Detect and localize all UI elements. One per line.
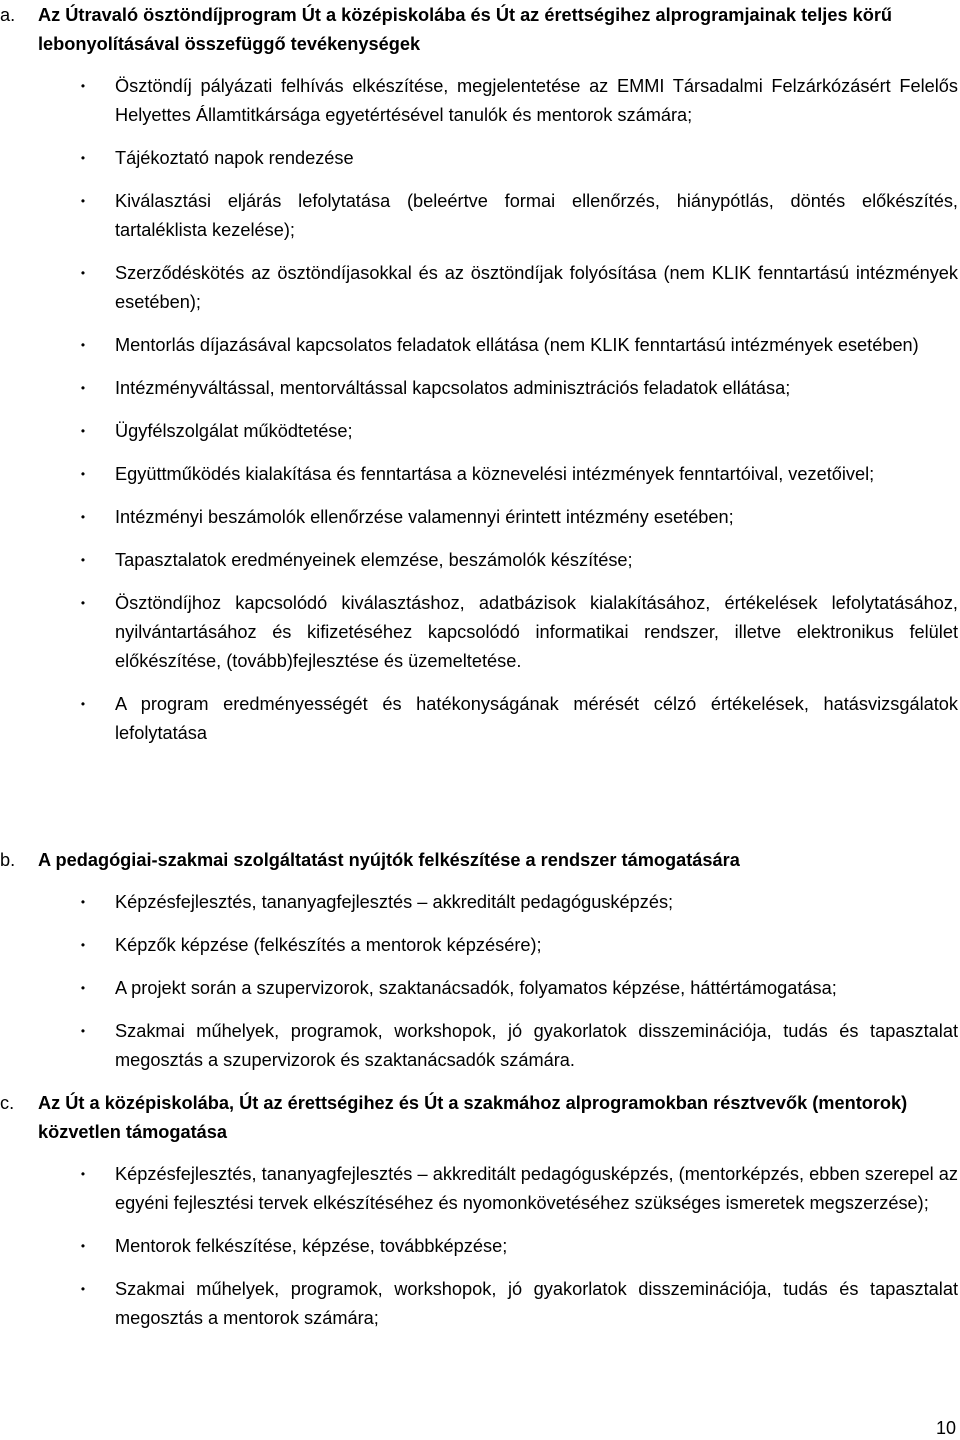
bullet-icon: • — [80, 1239, 86, 1253]
bullet-icon: • — [80, 895, 86, 909]
list-item — [0, 1275, 960, 1333]
section-title: Az Út a középiskolába, Út az érettségihez és Út a szakmához alprogramokban résztvevők (mentorok) közvetlen támogatása — [38, 1093, 908, 1142]
bullet-icon: • — [80, 1167, 86, 1181]
list-item-text: Szakmai műhelyek, programok, workshopok, jó gyakorlatok disszeminációja, tudás és tapasztalat megosztás a mentorok számára; — [115, 1279, 958, 1328]
list-item — [0, 331, 960, 360]
list-item — [0, 1160, 960, 1218]
section-title: A pedagógiai-szakmai szolgáltatást nyújtók felkészítése a rendszer támogatására — [38, 850, 740, 870]
list-item-text: Intézményváltással, mentorváltással kapcsolatos adminisztrációs feladatok ellátása; — [115, 378, 791, 398]
list-item-text: Kiválasztási eljárás lefolytatása (beleértve formai ellenőrzés, hiánypótlás, döntés előkészítés, tartaléklista kezelése); — [115, 191, 958, 240]
list-item-text: Szakmai műhelyek, programok, workshopok, jó gyakorlatok disszeminációja, tudás és tapasztalat megosztás a szupervizorok és szaktanácsadók számára. — [115, 1021, 958, 1070]
bullet-icon: • — [80, 1024, 86, 1038]
list-item-text: Képzésfejlesztés, tananyagfejlesztés – akkreditált pedagógusképzés; — [115, 892, 674, 912]
section-b — [0, 846, 960, 1075]
list-item — [0, 690, 960, 748]
list-item-text: Szerződéskötés az ösztöndíjasokkal és az ösztöndíjak folyósítása (nem KLIK fenntartású intézmények esetében); — [115, 263, 958, 312]
section-heading — [0, 846, 960, 875]
section-c — [0, 1089, 960, 1333]
list-item — [0, 546, 960, 575]
list-item-text: Mentorlás díjazásával kapcsolatos feladatok ellátása (nem KLIK fenntartású intézmények esetében) — [115, 335, 919, 355]
list-item — [0, 72, 960, 130]
list-item — [0, 187, 960, 245]
list-item — [0, 503, 960, 532]
list-item — [0, 259, 960, 317]
list-item — [0, 589, 960, 676]
bullet-list — [0, 1160, 960, 1333]
bullet-icon: • — [80, 151, 86, 165]
list-item-text: Képzők képzése (felkészítés a mentorok képzésére); — [115, 935, 542, 955]
list-item — [0, 931, 960, 960]
bullet-icon: • — [80, 424, 86, 438]
bullet-icon: • — [80, 194, 86, 208]
section-heading — [0, 1, 960, 59]
bullet-icon: • — [80, 266, 86, 280]
bullet-icon: • — [80, 981, 86, 995]
list-item — [0, 888, 960, 917]
bullet-icon: • — [80, 596, 86, 610]
list-item — [0, 974, 960, 1003]
bullet-icon: • — [80, 338, 86, 352]
bullet-icon: • — [80, 467, 86, 481]
list-item — [0, 1017, 960, 1075]
list-item — [0, 417, 960, 446]
section-heading — [0, 1089, 960, 1147]
bullet-icon: • — [80, 938, 86, 952]
list-item — [0, 460, 960, 489]
bullet-list — [0, 72, 960, 748]
list-item-text: Együttműködés kialakítása és fenntartása a köznevelési intézmények fenntartóival, vezetőivel; — [115, 464, 875, 484]
list-item — [0, 374, 960, 403]
list-item-text: Képzésfejlesztés, tananyagfejlesztés – akkreditált pedagógusképzés, (mentorképzés, ebben szerepel az egyéni fejlesztési tervek elkészítéséhez és nyomonkövetéséhez szükséges ismeretek megszerzése); — [115, 1164, 958, 1213]
bullet-icon: • — [80, 1282, 86, 1296]
bullet-icon: • — [80, 79, 86, 93]
section-a — [0, 1, 960, 748]
bullet-icon: • — [80, 553, 86, 567]
section-letter: a. — [0, 5, 16, 25]
section-letter: b. — [0, 850, 16, 870]
list-item — [0, 1232, 960, 1261]
bullet-icon: • — [80, 510, 86, 524]
list-item-text: A projekt során a szupervizorok, szaktanácsadók, folyamatos képzése, háttértámogatása; — [115, 978, 837, 998]
list-item-text: Ösztöndíj pályázati felhívás elkészítése, megjelentetése az EMMI Társadalmi Felzárkózásért Felelős Helyettes Államtitkársága egyetértésével tanulók és mentorok számára; — [115, 76, 958, 125]
bullet-icon: • — [80, 697, 86, 711]
section-letter: c. — [0, 1093, 15, 1113]
list-item-text: Tapasztalatok eredményeinek elemzése, beszámolók készítése; — [115, 550, 633, 570]
bullet-list — [0, 888, 960, 1075]
list-item-text: Tájékoztató napok rendezése — [115, 148, 354, 168]
list-item — [0, 144, 960, 173]
list-item-text: Intézményi beszámolók ellenőrzése valamennyi érintett intézmény esetében; — [115, 507, 734, 527]
page-number: 10 — [935, 1418, 956, 1438]
list-item-text: A program eredményességét és hatékonyságának mérését célzó értékelések, hatásvizsgálatok lefolytatása — [115, 694, 958, 743]
bullet-icon: • — [80, 381, 86, 395]
list-item-text: Ügyfélszolgálat működtetése; — [115, 421, 353, 441]
section-title: Az Útravaló ösztöndíjprogram Út a középiskolába és Út az érettségihez alprogramjainak teljes körű lebonyolításával összefüggő tevékenységek — [38, 5, 893, 54]
list-item-text: Ösztöndíjhoz kapcsolódó kiválasztáshoz, adatbázisok kialakításához, értékelések lefolytatásához, nyilvántartásához és kifizetéséhez kapcsolódó informatikai rendszer, illetve elektronikus felület előkészítése, (tovább)fejlesztése és üzemeltetése. — [115, 593, 958, 671]
list-item-text: Mentorok felkészítése, képzése, továbbképzése; — [115, 1236, 508, 1256]
